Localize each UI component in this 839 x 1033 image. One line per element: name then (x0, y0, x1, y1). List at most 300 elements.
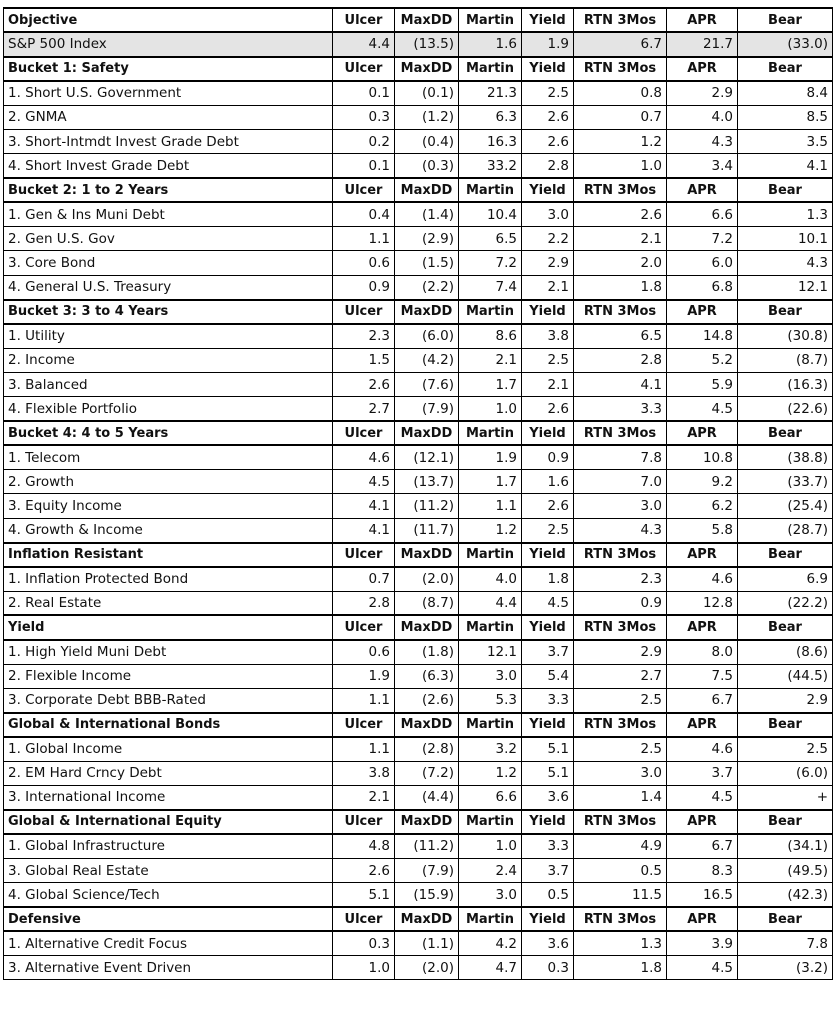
value-cell: 4.4 (333, 32, 395, 56)
value-cell: 3.8 (333, 761, 395, 785)
column-header: Ulcer (333, 8, 395, 32)
value-cell: (12.1) (395, 445, 459, 469)
value-cell: 5.3 (459, 688, 522, 712)
value-cell: (38.8) (738, 445, 833, 469)
value-cell: (22.2) (738, 591, 833, 615)
value-cell: 0.8 (574, 81, 667, 105)
fund-name-cell: 3. Core Bond (4, 251, 333, 275)
column-header: APR (667, 178, 738, 202)
table-row (4, 883, 833, 907)
value-cell: 6.9 (738, 567, 833, 591)
column-header: RTN 3Mos (574, 178, 667, 202)
value-cell: 5.1 (333, 883, 395, 907)
value-cell: 1.4 (574, 786, 667, 810)
table-row (4, 494, 833, 518)
value-cell: 0.2 (333, 129, 395, 153)
fund-name-cell: 3. International Income (4, 786, 333, 810)
value-cell: + (738, 786, 833, 810)
table-row (4, 202, 833, 226)
column-header: Martin (459, 907, 522, 931)
column-header: Ulcer (333, 713, 395, 737)
value-cell: (13.5) (395, 32, 459, 56)
fund-name-cell: 2. Income (4, 348, 333, 372)
value-cell: 10.1 (738, 227, 833, 251)
value-cell: 4.0 (667, 105, 738, 129)
value-cell: 3.8 (522, 324, 574, 348)
value-cell: 4.1 (333, 494, 395, 518)
column-header: Yield (522, 543, 574, 567)
fund-name-cell: 2. GNMA (4, 105, 333, 129)
fund-name-cell: 2. Gen U.S. Gov (4, 227, 333, 251)
column-header: Bear (738, 615, 833, 639)
value-cell: 3.6 (522, 931, 574, 955)
value-cell: (42.3) (738, 883, 833, 907)
value-cell: 8.4 (738, 81, 833, 105)
value-cell: 2.5 (522, 518, 574, 542)
value-cell: 4.5 (667, 397, 738, 421)
column-header: Yield (522, 713, 574, 737)
column-header: Yield (522, 615, 574, 639)
fund-name-cell: 1. Gen & Ins Muni Debt (4, 202, 333, 226)
value-cell: 4.5 (667, 956, 738, 980)
column-header: APR (667, 615, 738, 639)
value-cell: 6.8 (667, 275, 738, 299)
value-cell: 1.9 (333, 664, 395, 688)
value-cell: 3.3 (574, 397, 667, 421)
column-header: Ulcer (333, 300, 395, 324)
value-cell: 2.9 (738, 688, 833, 712)
column-header: RTN 3Mos (574, 713, 667, 737)
value-cell: 2.1 (522, 372, 574, 396)
section-title: Bucket 4: 4 to 5 Years (4, 421, 333, 445)
value-cell: 1.3 (574, 931, 667, 955)
value-cell: 0.7 (333, 567, 395, 591)
value-cell: 1.1 (333, 737, 395, 761)
value-cell: 1.2 (574, 129, 667, 153)
fund-name-cell: 2. Flexible Income (4, 664, 333, 688)
value-cell: 3.0 (459, 883, 522, 907)
table-row (4, 737, 833, 761)
value-cell: 4.3 (667, 129, 738, 153)
table-row (4, 688, 833, 712)
fund-name-cell: 1. Global Income (4, 737, 333, 761)
column-header: Bear (738, 8, 833, 32)
column-header: MaxDD (395, 421, 459, 445)
value-cell: 2.6 (333, 372, 395, 396)
column-header: Yield (522, 810, 574, 834)
value-cell: 2.1 (522, 275, 574, 299)
value-cell: 0.6 (333, 251, 395, 275)
table-row (4, 858, 833, 882)
table-row (4, 251, 833, 275)
value-cell: 3.6 (522, 786, 574, 810)
column-header: Yield (522, 178, 574, 202)
section-title: Global & International Bonds (4, 713, 333, 737)
column-header: Yield (522, 300, 574, 324)
value-cell: (1.1) (395, 931, 459, 955)
value-cell: 1.9 (522, 32, 574, 56)
value-cell: 7.0 (574, 470, 667, 494)
column-header: Martin (459, 615, 522, 639)
value-cell: 2.6 (522, 105, 574, 129)
value-cell: 4.2 (459, 931, 522, 955)
value-cell: 1.3 (738, 202, 833, 226)
table-row (4, 834, 833, 858)
value-cell: 3.5 (738, 129, 833, 153)
value-cell: 2.0 (574, 251, 667, 275)
value-cell: (4.2) (395, 348, 459, 372)
value-cell: 1.7 (459, 372, 522, 396)
value-cell: (33.0) (738, 32, 833, 56)
column-header: APR (667, 8, 738, 32)
value-cell: 5.2 (667, 348, 738, 372)
value-cell: 16.5 (667, 883, 738, 907)
value-cell: 8.3 (667, 858, 738, 882)
value-cell: 7.2 (667, 227, 738, 251)
table-row (4, 445, 833, 469)
column-header: MaxDD (395, 8, 459, 32)
section-header-row (4, 907, 833, 931)
value-cell: (8.7) (395, 591, 459, 615)
value-cell: (2.6) (395, 688, 459, 712)
value-cell: (1.8) (395, 640, 459, 664)
table-row (4, 640, 833, 664)
value-cell: 5.1 (522, 737, 574, 761)
value-cell: 2.6 (522, 494, 574, 518)
column-header: MaxDD (395, 615, 459, 639)
column-header: APR (667, 543, 738, 567)
value-cell: 7.8 (574, 445, 667, 469)
table-row (4, 397, 833, 421)
column-header: APR (667, 300, 738, 324)
value-cell: (2.8) (395, 737, 459, 761)
section-title: Bucket 2: 1 to 2 Years (4, 178, 333, 202)
value-cell: 12.1 (738, 275, 833, 299)
column-header: Bear (738, 810, 833, 834)
value-cell: 2.9 (522, 251, 574, 275)
value-cell: (16.3) (738, 372, 833, 396)
value-cell: (2.0) (395, 956, 459, 980)
value-cell: 10.8 (667, 445, 738, 469)
section-title: Global & International Equity (4, 810, 333, 834)
value-cell: 0.6 (333, 640, 395, 664)
column-header: Martin (459, 421, 522, 445)
column-header: RTN 3Mos (574, 421, 667, 445)
value-cell: 0.9 (333, 275, 395, 299)
column-header: RTN 3Mos (574, 300, 667, 324)
value-cell: (4.4) (395, 786, 459, 810)
value-cell: 3.3 (522, 688, 574, 712)
value-cell: (49.5) (738, 858, 833, 882)
column-header: Bear (738, 300, 833, 324)
column-header: MaxDD (395, 543, 459, 567)
section-header-row (4, 810, 833, 834)
value-cell: 3.9 (667, 931, 738, 955)
value-cell: 7.2 (459, 251, 522, 275)
table-row (4, 105, 833, 129)
column-header: Martin (459, 178, 522, 202)
column-header: RTN 3Mos (574, 907, 667, 931)
value-cell: 21.3 (459, 81, 522, 105)
table-row (4, 956, 833, 980)
value-cell: 0.5 (522, 883, 574, 907)
value-cell: (11.2) (395, 494, 459, 518)
section-title: Yield (4, 615, 333, 639)
fund-name-cell: 2. Growth (4, 470, 333, 494)
value-cell: 1.8 (574, 956, 667, 980)
value-cell: 21.7 (667, 32, 738, 56)
value-cell: (0.4) (395, 129, 459, 153)
value-cell: 2.8 (522, 154, 574, 178)
value-cell: (0.3) (395, 154, 459, 178)
value-cell: 10.4 (459, 202, 522, 226)
column-header: Martin (459, 543, 522, 567)
value-cell: 2.2 (522, 227, 574, 251)
table-row (4, 567, 833, 591)
value-cell: 3.0 (522, 202, 574, 226)
fund-name-cell: 1. High Yield Muni Debt (4, 640, 333, 664)
value-cell: (25.4) (738, 494, 833, 518)
fund-name-cell: 2. Real Estate (4, 591, 333, 615)
section-title: Bucket 1: Safety (4, 57, 333, 81)
value-cell: 2.1 (459, 348, 522, 372)
table-row (4, 931, 833, 955)
value-cell: 1.5 (333, 348, 395, 372)
value-cell: 0.4 (333, 202, 395, 226)
value-cell: 2.6 (333, 858, 395, 882)
value-cell: (30.8) (738, 324, 833, 348)
value-cell: (2.2) (395, 275, 459, 299)
value-cell: 4.9 (574, 834, 667, 858)
value-cell: 4.5 (522, 591, 574, 615)
fund-name-cell: 3. Global Real Estate (4, 858, 333, 882)
value-cell: 3.7 (667, 761, 738, 785)
table-row (4, 591, 833, 615)
value-cell: 4.3 (738, 251, 833, 275)
value-cell: 6.2 (667, 494, 738, 518)
fund-metrics-table (3, 7, 833, 980)
value-cell: 3.3 (522, 834, 574, 858)
value-cell: (11.2) (395, 834, 459, 858)
value-cell: 5.8 (667, 518, 738, 542)
value-cell: 4.1 (738, 154, 833, 178)
value-cell: (7.6) (395, 372, 459, 396)
value-cell: 2.5 (738, 737, 833, 761)
value-cell: 1.0 (333, 956, 395, 980)
value-cell: (7.9) (395, 397, 459, 421)
fund-name-cell: 4. Short Invest Grade Debt (4, 154, 333, 178)
value-cell: 4.1 (333, 518, 395, 542)
table-row (4, 129, 833, 153)
value-cell: 7.4 (459, 275, 522, 299)
column-header: Bear (738, 178, 833, 202)
fund-name-cell: 1. Inflation Protected Bond (4, 567, 333, 591)
value-cell: 6.7 (574, 32, 667, 56)
value-cell: 5.4 (522, 664, 574, 688)
value-cell: 4.6 (333, 445, 395, 469)
column-header: Bear (738, 543, 833, 567)
column-header: Martin (459, 8, 522, 32)
value-cell: 9.2 (667, 470, 738, 494)
value-cell: 6.6 (667, 202, 738, 226)
table-row (4, 372, 833, 396)
value-cell: 1.0 (459, 397, 522, 421)
column-header: Ulcer (333, 421, 395, 445)
value-cell: 8.6 (459, 324, 522, 348)
value-cell: 2.1 (333, 786, 395, 810)
value-cell: 3.7 (522, 858, 574, 882)
value-cell: (22.6) (738, 397, 833, 421)
fund-name-cell: 4. Flexible Portfolio (4, 397, 333, 421)
column-header: Ulcer (333, 178, 395, 202)
table-row (4, 786, 833, 810)
section-header-row (4, 543, 833, 567)
value-cell: 8.0 (667, 640, 738, 664)
value-cell: 0.5 (574, 858, 667, 882)
value-cell: 11.5 (574, 883, 667, 907)
table-row (4, 664, 833, 688)
column-header: Ulcer (333, 907, 395, 931)
value-cell: 3.7 (522, 640, 574, 664)
section-header-row (4, 421, 833, 445)
value-cell: 3.0 (574, 761, 667, 785)
column-header: MaxDD (395, 57, 459, 81)
value-cell: 1.6 (459, 32, 522, 56)
value-cell: (2.9) (395, 227, 459, 251)
section-header-row (4, 178, 833, 202)
fund-name-cell: 4. Global Science/Tech (4, 883, 333, 907)
fund-name-cell: 1. Telecom (4, 445, 333, 469)
value-cell: (11.7) (395, 518, 459, 542)
column-header: RTN 3Mos (574, 615, 667, 639)
value-cell: (44.5) (738, 664, 833, 688)
fund-name-cell: 3. Balanced (4, 372, 333, 396)
value-cell: 6.6 (459, 786, 522, 810)
column-header: APR (667, 421, 738, 445)
value-cell: 4.7 (459, 956, 522, 980)
value-cell: 0.1 (333, 154, 395, 178)
column-header: Bear (738, 713, 833, 737)
column-header: Yield (522, 8, 574, 32)
value-cell: 4.1 (574, 372, 667, 396)
column-header: Ulcer (333, 615, 395, 639)
table-row (4, 470, 833, 494)
value-cell: 12.8 (667, 591, 738, 615)
table-row (4, 154, 833, 178)
value-cell: 2.5 (522, 348, 574, 372)
value-cell: 1.1 (459, 494, 522, 518)
fund-name-cell: 1. Alternative Credit Focus (4, 931, 333, 955)
column-header: Bear (738, 421, 833, 445)
fund-name-cell: S&P 500 Index (4, 32, 333, 56)
value-cell: 6.7 (667, 688, 738, 712)
value-cell: (1.5) (395, 251, 459, 275)
value-cell: (15.9) (395, 883, 459, 907)
value-cell: 1.8 (574, 275, 667, 299)
value-cell: 7.5 (667, 664, 738, 688)
column-header: MaxDD (395, 300, 459, 324)
value-cell: 3.0 (574, 494, 667, 518)
column-header: Ulcer (333, 543, 395, 567)
value-cell: 5.9 (667, 372, 738, 396)
section-title: Objective (4, 8, 333, 32)
value-cell: 3.4 (667, 154, 738, 178)
value-cell: 6.3 (459, 105, 522, 129)
column-header: APR (667, 713, 738, 737)
value-cell: (0.1) (395, 81, 459, 105)
value-cell: 0.9 (574, 591, 667, 615)
value-cell: (2.0) (395, 567, 459, 591)
value-cell: 0.9 (522, 445, 574, 469)
column-header: RTN 3Mos (574, 57, 667, 81)
table-row (4, 32, 833, 56)
value-cell: (6.0) (738, 761, 833, 785)
column-header: MaxDD (395, 178, 459, 202)
value-cell: (13.7) (395, 470, 459, 494)
fund-name-cell: 3. Corporate Debt BBB-Rated (4, 688, 333, 712)
column-header: RTN 3Mos (574, 543, 667, 567)
column-header: Yield (522, 421, 574, 445)
table-row (4, 227, 833, 251)
value-cell: 4.0 (459, 567, 522, 591)
value-cell: 2.9 (667, 81, 738, 105)
value-cell: 1.1 (333, 227, 395, 251)
value-cell: (7.2) (395, 761, 459, 785)
value-cell: (8.7) (738, 348, 833, 372)
column-header: Ulcer (333, 810, 395, 834)
value-cell: 12.1 (459, 640, 522, 664)
section-title: Bucket 3: 3 to 4 Years (4, 300, 333, 324)
column-header: APR (667, 907, 738, 931)
column-header: Martin (459, 810, 522, 834)
value-cell: 2.9 (574, 640, 667, 664)
value-cell: 2.8 (574, 348, 667, 372)
column-header: Yield (522, 57, 574, 81)
table-row (4, 275, 833, 299)
value-cell: 4.3 (574, 518, 667, 542)
value-cell: 4.5 (667, 786, 738, 810)
value-cell: 6.5 (459, 227, 522, 251)
column-header: Martin (459, 300, 522, 324)
fund-name-cell: 1. Utility (4, 324, 333, 348)
column-header: Bear (738, 907, 833, 931)
fund-name-cell: 2. EM Hard Crncy Debt (4, 761, 333, 785)
value-cell: 4.6 (667, 567, 738, 591)
column-header: MaxDD (395, 713, 459, 737)
value-cell: 1.2 (459, 761, 522, 785)
value-cell: 2.7 (333, 397, 395, 421)
value-cell: 2.3 (333, 324, 395, 348)
value-cell: (1.2) (395, 105, 459, 129)
fund-name-cell: 1. Short U.S. Government (4, 81, 333, 105)
column-header: MaxDD (395, 810, 459, 834)
table-row (4, 761, 833, 785)
column-header: RTN 3Mos (574, 8, 667, 32)
value-cell: 2.8 (333, 591, 395, 615)
section-header-row (4, 57, 833, 81)
value-cell: 7.8 (738, 931, 833, 955)
column-header: MaxDD (395, 907, 459, 931)
value-cell: 1.1 (333, 688, 395, 712)
value-cell: 0.3 (522, 956, 574, 980)
fund-name-cell: 1. Global Infrastructure (4, 834, 333, 858)
value-cell: 0.7 (574, 105, 667, 129)
value-cell: 0.1 (333, 81, 395, 105)
value-cell: (33.7) (738, 470, 833, 494)
value-cell: 4.4 (459, 591, 522, 615)
value-cell: 1.2 (459, 518, 522, 542)
value-cell: 2.5 (574, 737, 667, 761)
